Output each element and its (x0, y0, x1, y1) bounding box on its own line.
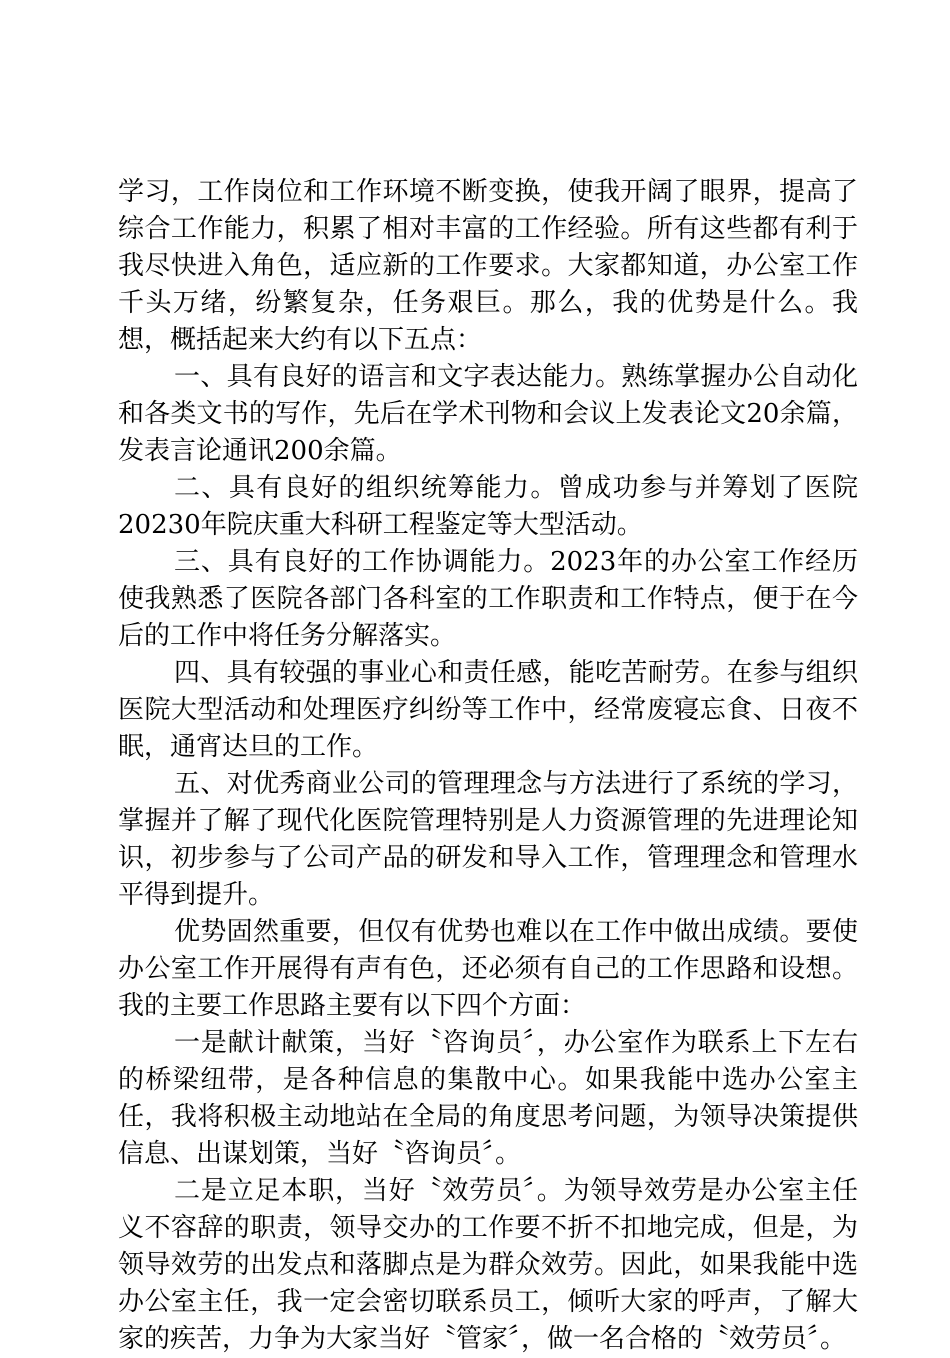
paragraph-advantage-5: 五、对优秀商业公司的管理理念与方法进行了系统的学习，掌握并了解了现代化医院管理特别是人力资源管理的先进理论知识，初步参与了公司产品的研发和导入工作，管理理念和管理水平得到提升。 (118, 769, 858, 910)
paragraph-idea-1: 一是献计献策，当好〝咨询员〞，办公室作为联系上下左右的桥梁纽带，是各种信息的集散中心。如果我能中选办公室主任，我将积极主动地站在全局的角度思考问题，为领导决策提供信息、出谋划策，当好〝咨询员〞。 (118, 1028, 858, 1169)
document-page (118, 174, 858, 1358)
paragraph-transition: 优势固然重要，但仅有优势也难以在工作中做出成绩。要使办公室工作开展得有声有色，还必须有自己的工作思路和设想。我的主要工作思路主要有以下四个方面： (118, 917, 858, 1021)
paragraph-advantage-2: 二、具有良好的组织统筹能力。曾成功参与并筹划了医院20230年院庆重大科研工程鉴定等大型活动。 (118, 473, 858, 540)
paragraph-intro: 学习，工作岗位和工作环境不断变换，使我开阔了眼界，提高了综合工作能力，积累了相对丰富的工作经验。所有这些都有利于我尽快进入角色，适应新的工作要求。大家都知道，办公室工作千头万绪，纷繁复杂，任务艰巨。那么，我的优势是什么。我想，概括起来大约有以下五点： (118, 177, 858, 355)
paragraph-advantage-1: 一、具有良好的语言和文字表达能力。熟练掌握办公自动化和各类文书的写作，先后在学术刊物和会议上发表论文20余篇，发表言论通讯200余篇。 (118, 362, 858, 466)
paragraph-advantage-4: 四、具有较强的事业心和责任感，能吃苦耐劳。在参与组织医院大型活动和处理医疗纠纷等工作中，经常废寝忘食、日夜不眠，通宵达旦的工作。 (118, 658, 858, 762)
paragraph-idea-2: 二是立足本职，当好〝效劳员〞。为领导效劳是办公室主任义不容辞的职责，领导交办的工作要不折不扣地完成，但是，为领导效劳的出发点和落脚点是为群众效劳。因此，如果我能中选办公室主任，我一定会密切联系员工，倾听大家的呼声，了解大家的疾苦，力争为大家当好〝管家〞，做一名合格的〝效劳员〞。 (118, 1176, 858, 1354)
paragraph-advantage-3: 三、具有良好的工作协调能力。2023年的办公室工作经历使我熟悉了医院各部门各科室的工作职责和工作特点，便于在今后的工作中将任务分解落实。 (118, 547, 858, 651)
